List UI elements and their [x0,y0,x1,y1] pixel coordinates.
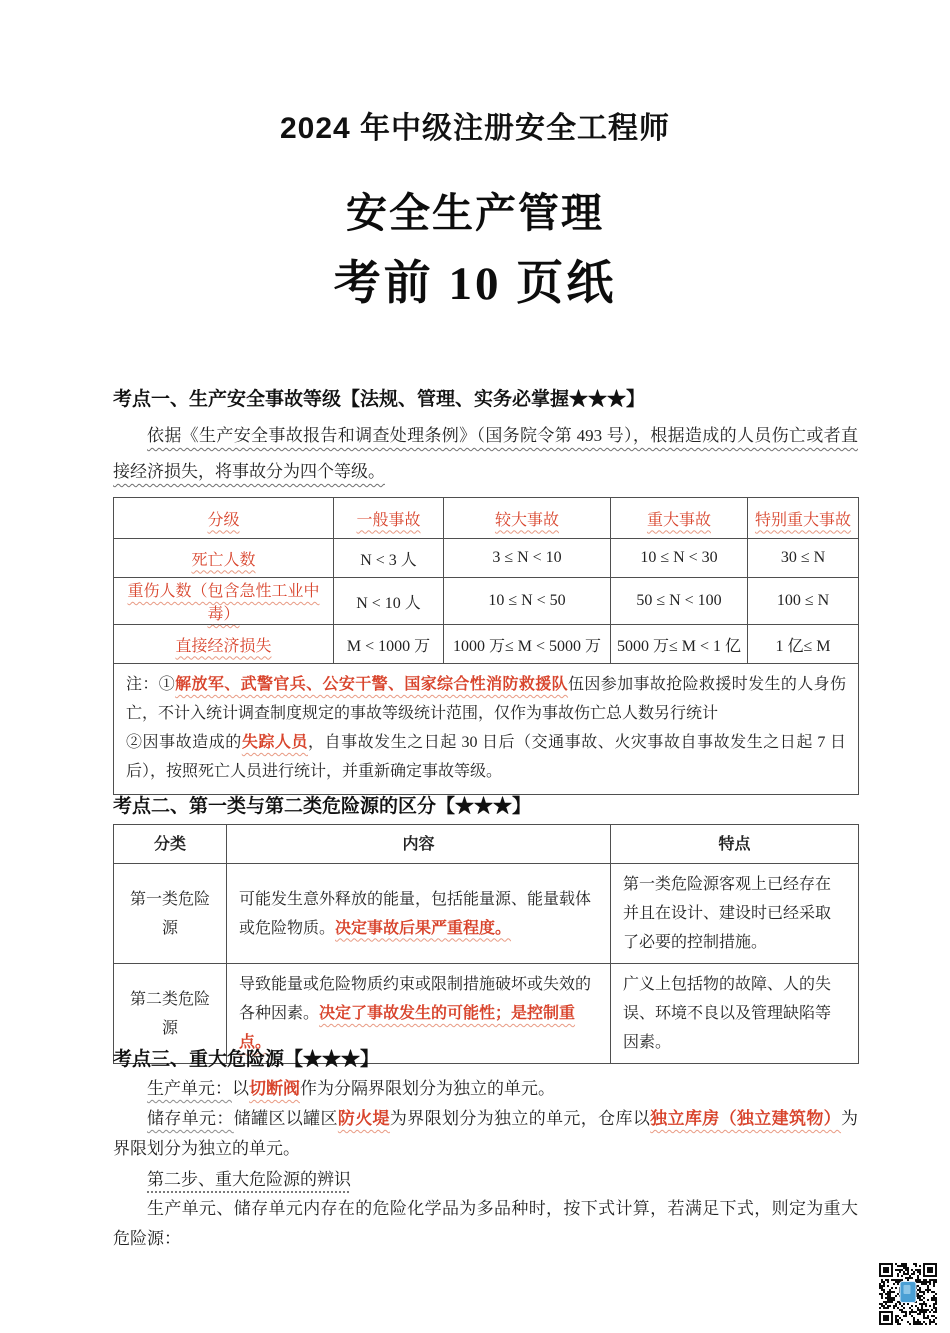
table-note-row [114,664,859,795]
header-cell: 特别重大事故 [748,498,859,539]
value-cell: 1000 万≤ M < 5000 万 [444,625,611,664]
row-label-cell: 直接经济损失 [114,625,334,664]
qr-center-icon [900,1281,917,1303]
term-underlined: 储存单元： [147,1109,234,1128]
header-cell: 分级 [114,498,334,539]
feature-cell: 第一类危险源客观上已经存在并且在设计、建设时已经采取了必要的控制措施。 [611,864,859,964]
value-cell: 3 ≤ N < 10 [444,539,611,578]
row-label-cell: 第二类危险源 [114,964,227,1064]
content-red-text: 决定了事故发生的可能性；是控制重点。 [239,1005,576,1051]
value-cell: 10 ≤ N < 30 [611,539,748,578]
value-cell: 100 ≤ N [748,578,859,625]
note-line-2: ②因事故造成的失踪人员，自事故发生之日起 30 日后（交通事故、火灾事故自事故发生之日起 7 日后），按照死亡人员进行统计，并重新确定事故等级。 [126,734,846,780]
value-cell: 10 ≤ N < 50 [444,578,611,625]
key-red-text: 切断阀 [249,1079,300,1098]
table-row [114,539,859,578]
term-underlined: 生产单元： [147,1079,232,1098]
table-note-cell [114,664,859,795]
value-cell: 50 ≤ N < 100 [611,578,748,625]
section1-heading: 考点一、生产安全事故等级【法规、管理、实务必掌握★★★】 [113,389,646,410]
content-cell: 导致能量或危险物质约束或限制措施破坏或失效的各种因素。决定了事故发生的可能性；是控制重点。 [227,964,611,1064]
hazard-source-table [113,824,859,1064]
step-two-underlined: 第二步、重大危险源的辨识 [147,1170,351,1189]
calculation-intro-line: 生产单元、储存单元内存在的危险化学品为多品种时，按下式计算，若满足下式，则定为重大危险源： [113,1199,858,1248]
page-title-subject: 安全生产管理 [346,190,604,236]
storage-unit-line: 储存单元：储罐区以罐区防火堤为界限划分为独立的单元，仓库以独立库房（独立建筑物）为界限划分为独立的单元。 [113,1109,859,1158]
step-two-line [113,1165,858,1195]
accident-level-table [113,497,859,795]
content-red-text: 决定事故后果严重程度。 [335,919,512,937]
table-header-row [114,498,859,539]
key-red-text: 独立库房（独立建筑物） [650,1109,842,1128]
note-red-text: 解放军、武警官兵、公安干警、国家综合性消防救援队 [175,676,569,693]
key-red-text: 防火堤 [337,1109,390,1128]
feature-cell: 广义上包括物的故障、人的失误、环境不良以及管理缺陷等因素。 [611,964,859,1064]
section2-heading: 考点二、第一类与第二类危险源的区分【★★★】 [113,796,532,817]
header-cell: 特点 [611,825,859,864]
section1-intro [113,418,858,490]
value-cell: 30 ≤ N [748,539,859,578]
note-red-text: 失踪人员 [241,734,308,751]
production-unit-line: 生产单元：以切断阀作为分隔界限划分为独立的单元。 [147,1079,555,1098]
qr-code [879,1259,937,1325]
value-cell: N < 3 人 [334,539,444,578]
header-cell: 分类 [114,825,227,864]
row-label-cell: 死亡人数 [114,539,334,578]
header-cell: 重大事故 [611,498,748,539]
table-row [114,864,859,964]
value-cell: M < 1000 万 [334,625,444,664]
section1-intro-text: 依据《生产安全事故报告和调查处理条例》（国务院令第 493 号），根据造成的人员伤亡或者直接经济损失，将事故分为四个等级。 [113,426,858,481]
note-line-1: 注：①解放军、武警官兵、公安干警、国家综合性消防救援队伍因参加事故抢险救援时发生的人身伤亡，不计入统计调查制度规定的事故等级统计范围，仅作为事故伤亡总人数另行统计 [126,676,846,722]
header-cell: 内容 [227,825,611,864]
content-cell: 可能发生意外释放的能量，包括能量源、能量载体或危险物质。决定事故后果严重程度。 [227,864,611,964]
header-cell: 一般事故 [334,498,444,539]
page-title-year: 2024 年中级注册安全工程师 [279,112,671,145]
table-row [114,578,859,625]
row-label-cell: 重伤人数（包含急性工业中毒） [114,578,334,625]
row-label-cell: 第一类危险源 [114,864,227,964]
section3-heading: 考点三、重大危险源【★★★】 [113,1049,380,1070]
value-cell: 5000 万≤ M < 1 亿 [611,625,748,664]
header-cell: 较大事故 [444,498,611,539]
page-title-paper: 考前 10 页纸 [333,258,617,310]
value-cell: N < 10 人 [334,578,444,625]
table-row [114,625,859,664]
table-header-row [114,825,859,864]
value-cell: 1 亿≤ M [748,625,859,664]
